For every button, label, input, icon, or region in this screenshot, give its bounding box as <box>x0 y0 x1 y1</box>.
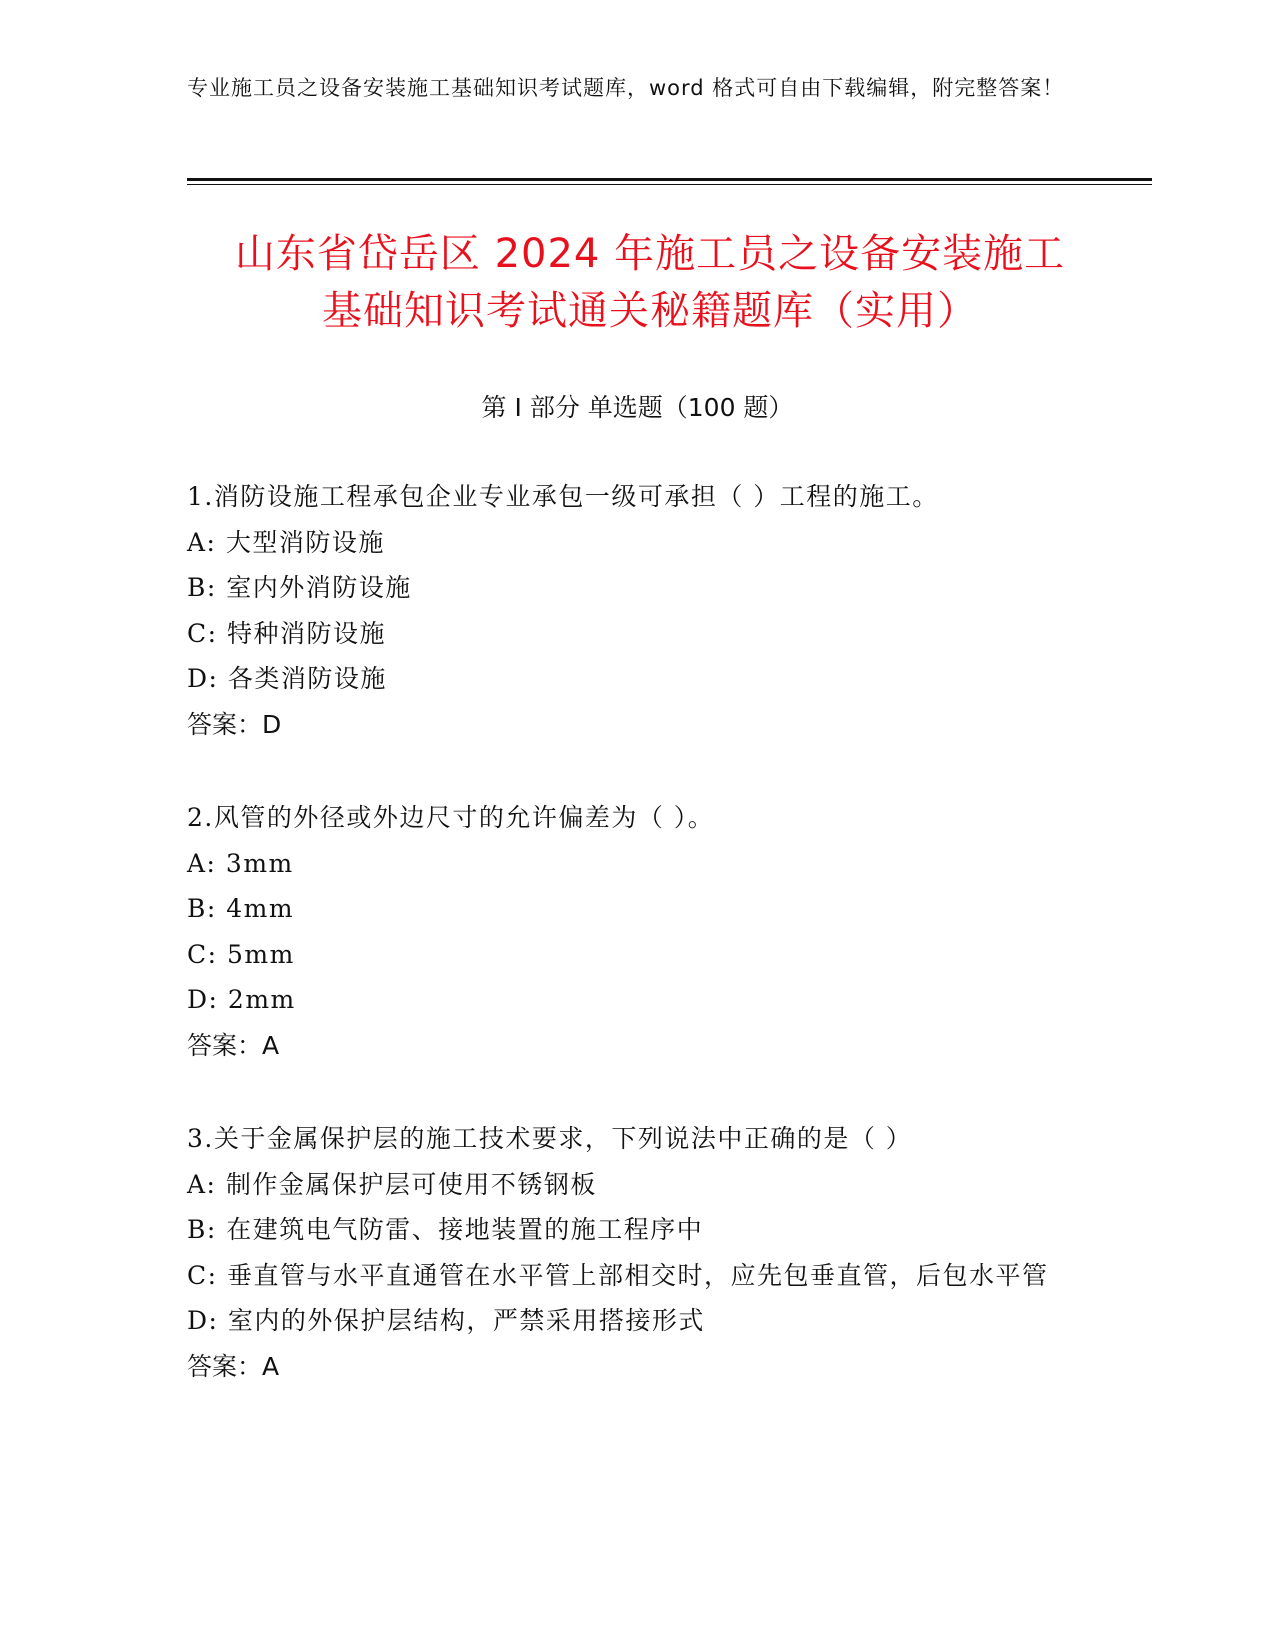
answer: 答案：A <box>187 1030 280 1060</box>
option-a: A: 3mm <box>187 848 294 878</box>
answer: 答案：A <box>187 1351 280 1381</box>
header-rule-thin <box>187 184 1152 185</box>
option-d: D: 2mm <box>187 985 296 1014</box>
header-rule-thick <box>187 178 1152 181</box>
question-2 <box>187 795 1087 1068</box>
question-stem: 2.风管的外径或外边尺寸的允许偏差为（ ）。 <box>187 803 715 832</box>
title-line-1: 山东省岱岳区 2024 年施工员之设备安装施工 <box>234 231 1066 277</box>
option-c: C: 垂直管与水平直通管在水平管上部相交时，应先包垂直管，后包水平管 <box>187 1260 1049 1290</box>
question-3 <box>187 1116 1087 1389</box>
option-b: B: 室内外消防设施 <box>187 573 412 602</box>
question-1 <box>187 474 1087 747</box>
header-note: 专业施工员之设备安装施工基础知识考试题库，word 格式可自由下载编辑，附完整答案！ <box>187 76 1065 100</box>
option-d: D: 各类消防设施 <box>187 664 387 693</box>
question-stem: 1.消防设施工程承包企业专业承包一级可承担（ ）工程的施工。 <box>187 482 939 511</box>
option-c: C: 5mm <box>187 939 295 969</box>
section-heading: 第 I 部分 单选题（100 题） <box>481 393 794 422</box>
option-b: B: 在建筑电气防雷、接地装置的施工程序中 <box>187 1215 704 1244</box>
answer: 答案：D <box>187 709 282 739</box>
option-a: A: 大型消防设施 <box>187 527 385 557</box>
question-list <box>187 474 1087 1437</box>
option-a: A: 制作金属保护层可使用不锈钢板 <box>187 1169 597 1199</box>
document-title <box>180 226 1120 340</box>
option-b: B: 4mm <box>187 894 295 923</box>
question-stem: 3.关于金属保护层的施工技术要求，下列说法中正确的是（ ） <box>187 1124 913 1153</box>
title-line-2: 基础知识考试通关秘籍题库（实用） <box>322 288 978 334</box>
option-d: D: 室内的外保护层结构，严禁采用搭接形式 <box>187 1306 705 1335</box>
option-c: C: 特种消防设施 <box>187 618 386 648</box>
